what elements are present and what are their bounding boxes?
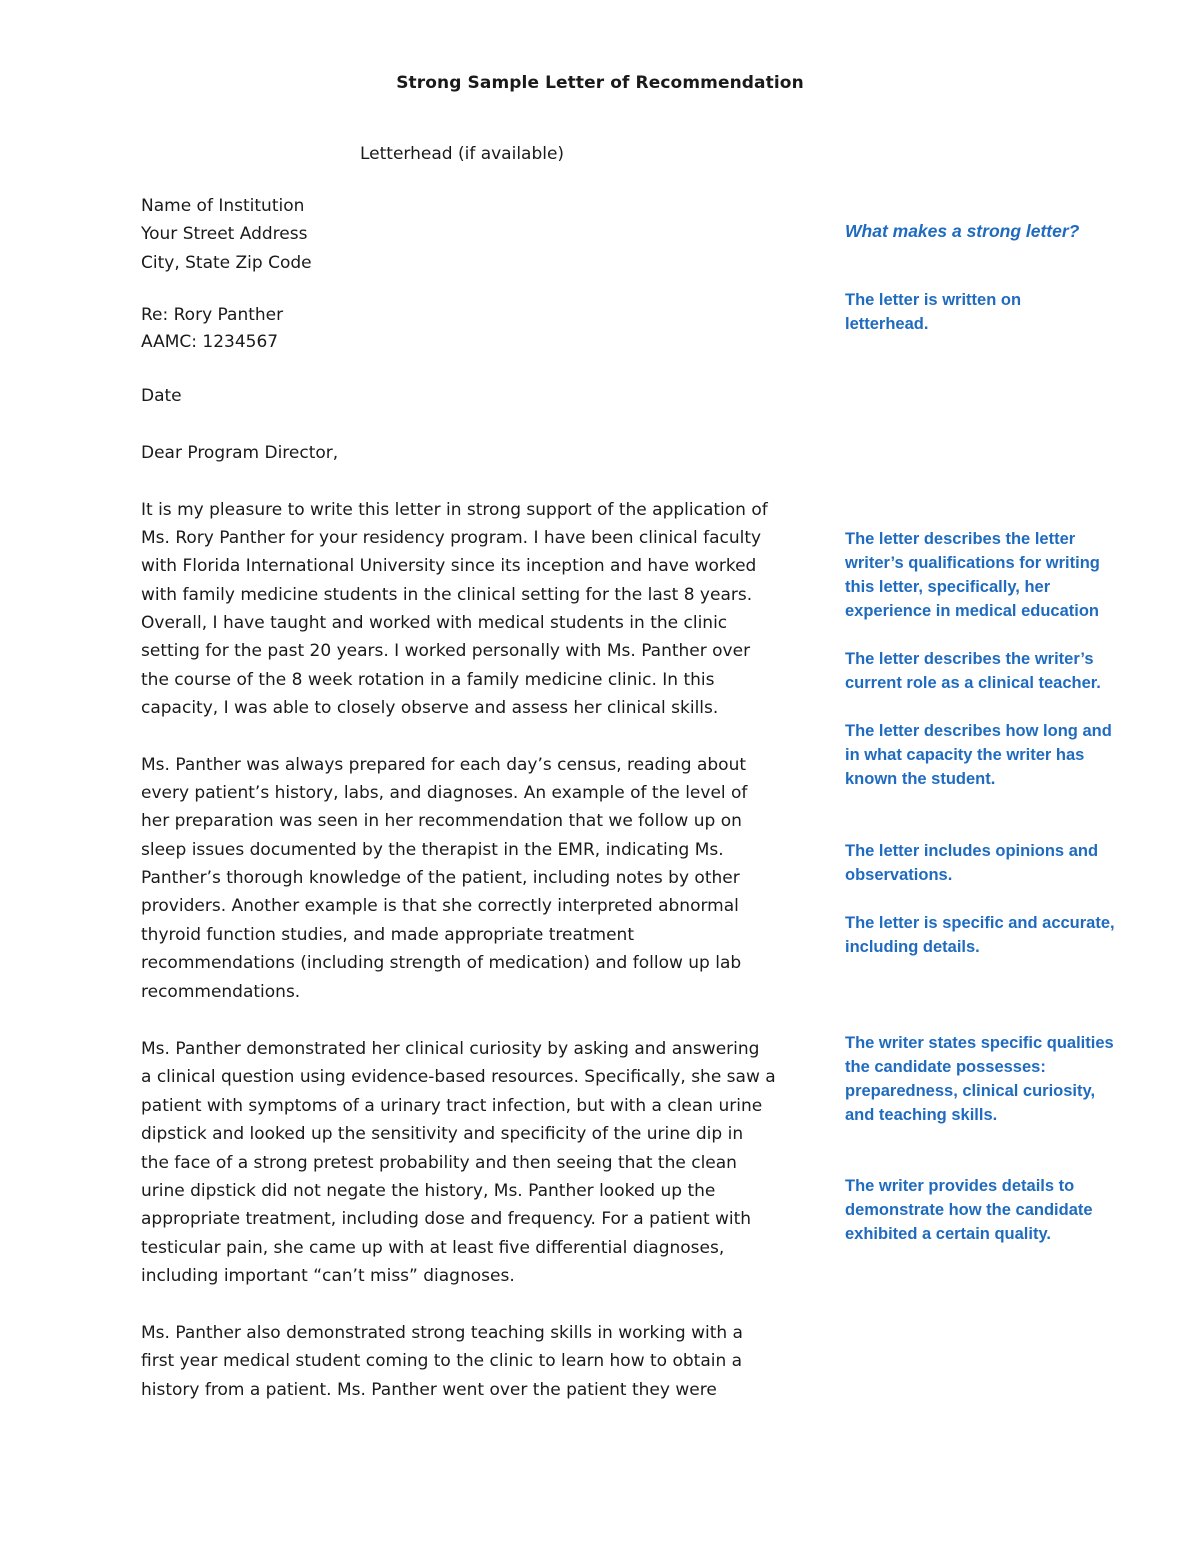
paragraph-line: recommendations (including strength of medication) and follow up lab [141, 953, 742, 973]
paragraph-line: with family medicine students in the clinical setting for the last 8 years. [141, 585, 753, 605]
annotation-line: writer’s qualifications for writing [845, 554, 1100, 572]
paragraph-line: capacity, I was able to closely observe and assess her clinical skills. [141, 698, 719, 718]
annotation-line: known the student. [845, 770, 996, 788]
annotation-line: current role as a clinical teacher. [845, 674, 1101, 692]
paragraph-line: Panther’s thorough knowledge of the patient, including notes by other [141, 868, 740, 888]
paragraph-line: Overall, I have taught and worked with medical students in the clinic [141, 613, 728, 633]
re-line: Re: Rory Panther [141, 305, 284, 325]
annotation-note [845, 719, 1145, 791]
annotation-line: observations. [845, 866, 953, 884]
annotation-line: The letter is specific and accurate, [845, 914, 1115, 932]
annotation-line: in what capacity the writer has [845, 746, 1085, 764]
paragraph-line: testicular pain, she came up with at least five differential diagnoses, [141, 1238, 725, 1258]
annotation-line: exhibited a certain quality. [845, 1225, 1052, 1243]
paragraph-line: appropriate treatment, including dose and frequency. For a patient with [141, 1209, 752, 1229]
aamc-line: AAMC: 1234567 [141, 332, 279, 352]
paragraph-line: setting for the past 20 years. I worked personally with Ms. Panther over [141, 641, 751, 661]
annotation-line: The letter describes the letter [845, 530, 1076, 548]
annotation-note [845, 911, 1145, 959]
paragraph-line: patient with symptoms of a urinary tract infection, but with a clean urine [141, 1096, 763, 1116]
annotations-heading: What makes a strong letter? [845, 221, 1080, 241]
paragraph-line: Ms. Rory Panther for your residency program. I have been clinical faculty [141, 528, 762, 548]
paragraph-line: the course of the 8 week rotation in a family medicine clinic. In this [141, 670, 715, 690]
annotation-line: this letter, specifically, her [845, 578, 1051, 596]
annotation-note [845, 288, 1145, 336]
annotation-line: experience in medical education [845, 602, 1100, 620]
paragraph-line: sleep issues documented by the therapist in the EMR, indicating Ms. [141, 840, 724, 860]
annotation-note [845, 839, 1145, 887]
salutation: Dear Program Director, [141, 443, 339, 463]
paragraph-line: recommendations. [141, 982, 301, 1002]
annotation-line: preparedness, clinical curiosity, [845, 1082, 1096, 1100]
annotation-line: demonstrate how the candidate [845, 1201, 1093, 1219]
paragraph-line: It is my pleasure to write this letter in strong support of the application of [141, 500, 768, 520]
paragraph-line: including important “can’t miss” diagnoses. [141, 1266, 515, 1286]
annotation-line: and teaching skills. [845, 1106, 998, 1124]
annotation-line: The letter includes opinions and [845, 842, 1099, 860]
page-title: Strong Sample Letter of Recommendation [396, 73, 804, 93]
paragraph-line: her preparation was seen in her recommendation that we follow up on [141, 811, 742, 831]
paragraph-line: every patient’s history, labs, and diagnoses. An example of the level of [141, 783, 748, 803]
paragraph-line: dipstick and looked up the sensitivity and specificity of the urine dip in [141, 1124, 744, 1144]
annotation-line: The letter describes how long and [845, 722, 1112, 740]
paragraph-line: with Florida International University since its inception and have worked [141, 556, 757, 576]
annotation-note [845, 527, 1145, 623]
paragraph-line: the face of a strong pretest probability and then seeing that the clean [141, 1153, 737, 1173]
paragraph-line: urine dipstick did not negate the history, Ms. Panther looked up the [141, 1181, 716, 1201]
date-line: Date [141, 386, 182, 406]
paragraph-line: Ms. Panther also demonstrated strong teaching skills in working with a [141, 1323, 743, 1343]
letterhead-placeholder: Letterhead (if available) [360, 144, 565, 164]
paragraph-line: a clinical question using evidence-based resources. Specifically, she saw a [141, 1067, 776, 1087]
annotation-line: the candidate possesses: [845, 1058, 1046, 1076]
annotation-line: including details. [845, 938, 980, 956]
paragraph-line: Ms. Panther demonstrated her clinical curiosity by asking and answering [141, 1039, 760, 1059]
annotation-line: The letter describes the writer’s [845, 650, 1094, 668]
annotation-note [845, 1174, 1145, 1246]
annotation-line: The writer provides details to [845, 1177, 1075, 1195]
paragraph-line: thyroid function studies, and made appropriate treatment [141, 925, 634, 945]
paragraph-line: Ms. Panther was always prepared for each day’s census, reading about [141, 755, 747, 775]
address-line: Name of Institution [141, 196, 305, 216]
annotation-note [845, 647, 1145, 695]
paragraph-line: first year medical student coming to the clinic to learn how to obtain a [141, 1351, 743, 1371]
annotation-line: The writer states specific qualities [845, 1034, 1114, 1052]
paragraph-line: providers. Another example is that she correctly interpreted abnormal [141, 896, 739, 916]
annotation-line: The letter is written on [845, 291, 1022, 309]
paragraph-line: history from a patient. Ms. Panther went over the patient they were [141, 1380, 717, 1400]
address-line: City, State Zip Code [141, 253, 312, 273]
annotation-line: letterhead. [845, 315, 929, 333]
address-line: Your Street Address [141, 224, 308, 244]
annotation-note [845, 1031, 1145, 1127]
